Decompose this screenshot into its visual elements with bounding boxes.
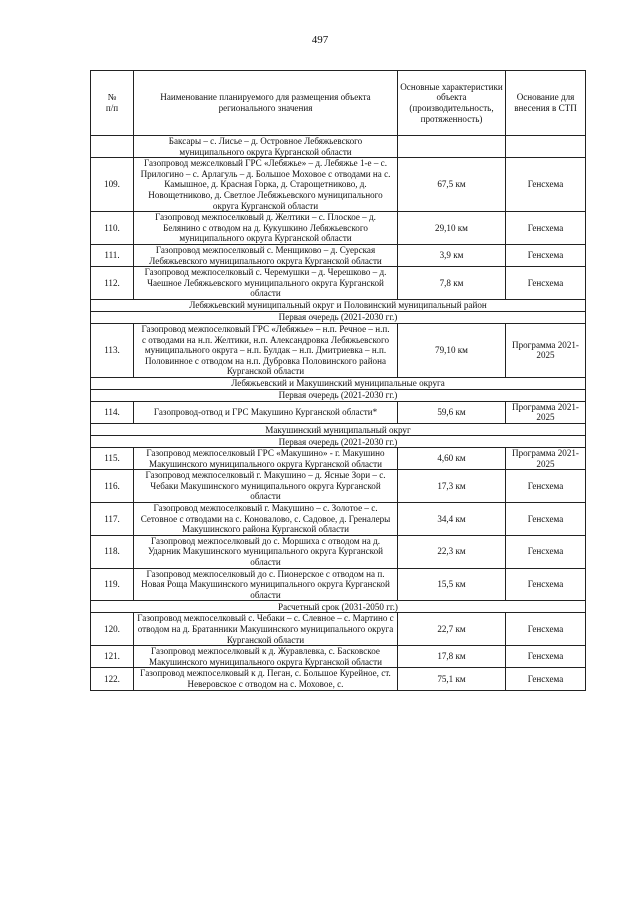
header-basis: Основание для внесения в СТП <box>506 71 586 136</box>
row-number: 116. <box>91 470 134 503</box>
table-row <box>91 568 586 601</box>
object-basis: Программа 2021-2025 <box>506 323 586 377</box>
object-characteristic: 7,8 км <box>398 267 506 300</box>
table-row <box>91 613 586 646</box>
object-name: Газопровод межпоселковый с. Менщиково – д. Суерская Лебяжьевского муниципального округа Курганской области <box>134 244 398 266</box>
row-number: 122. <box>91 668 134 690</box>
object-basis: Генсхема <box>506 503 586 536</box>
object-characteristic: 67,5 км <box>398 158 506 212</box>
row-number: 109. <box>91 158 134 212</box>
table-section-row <box>91 601 586 613</box>
object-characteristic: 3,9 км <box>398 244 506 266</box>
object-characteristic: 34,4 км <box>398 503 506 536</box>
object-basis: Генсхема <box>506 244 586 266</box>
table-section-row <box>91 424 586 436</box>
table-section-row <box>91 377 586 389</box>
object-basis: Программа 2021-2025 <box>506 401 586 423</box>
page-number: 497 <box>311 34 329 46</box>
table-row <box>91 668 586 690</box>
table-row <box>91 323 586 377</box>
object-name: Газопровод межпоселковый д. Желтики – с. Плоское – д. Белянино с отводом на д. Кукушкино Лебяжьевского муниципального округа Курганской области <box>134 212 398 245</box>
object-basis: Генсхема <box>506 668 586 690</box>
table-header-row <box>91 71 586 136</box>
object-name: Газопровод межпоселковый к д. Пеган, с. Большое Курейное, ст. Неверовское с отводом на с. Моховое, с. <box>134 668 398 690</box>
object-basis: Генсхема <box>506 613 586 646</box>
section-title: Макушинский муниципальный округ <box>91 424 586 436</box>
table-row <box>91 136 586 158</box>
row-number: 117. <box>91 503 134 536</box>
table-row <box>91 212 586 245</box>
object-basis <box>506 136 586 158</box>
object-name: Газопровод межселковый ГРС «Лебяжье» – д. Лебяжье 1-е – с. Прилогино – с. Арлагуль – д. Большое Моховое с отводами на с. Камышное, д. Красная Горка, д. Старощетниково, д. Новощетниково, д. Светлое Лебяжьевского муниципального округа Курганской области <box>134 158 398 212</box>
object-characteristic: 75,1 км <box>398 668 506 690</box>
row-number: 113. <box>91 323 134 377</box>
object-basis: Программа 2021-2025 <box>506 448 586 470</box>
object-name: Газопровод межпоселковый с. Чебаки – с. Слевное – с. Мартино с отводом на д. Братанники Макушинского муниципального округа Курганской области <box>134 613 398 646</box>
object-name: Газопровод межпоселковый ГРС «Макушино» - г. Макушино Макушинского муниципального округа Курганской области <box>134 448 398 470</box>
table-row <box>91 503 586 536</box>
row-number: 110. <box>91 212 134 245</box>
table-row <box>91 646 586 668</box>
object-basis: Генсхема <box>506 568 586 601</box>
section-title: Лебяжьевский и Макушинский муниципальные округа <box>91 377 586 389</box>
object-basis: Генсхема <box>506 470 586 503</box>
object-characteristic: 29,10 км <box>398 212 506 245</box>
row-number: 119. <box>91 568 134 601</box>
object-basis: Генсхема <box>506 267 586 300</box>
objects-table <box>90 70 586 691</box>
table-section-row <box>91 389 586 401</box>
header-name: Наименование планируемого для размещения объекта регионального значения <box>134 71 398 136</box>
section-title: Расчетный срок (2031-2050 гг.) <box>91 601 586 613</box>
object-name: Газопровод-отвод и ГРС Макушино Курганской области* <box>134 401 398 423</box>
object-name: Газопровод межпоселковый г. Макушино – д. Ясные Зори – с. Чебаки Макушинского муниципального округа Курганской области <box>134 470 398 503</box>
object-characteristic: 4,60 км <box>398 448 506 470</box>
object-characteristic: 22,7 км <box>398 613 506 646</box>
section-title: Первая очередь (2021-2030 гг.) <box>91 389 586 401</box>
table-row <box>91 535 586 568</box>
object-characteristic: 22,3 км <box>398 535 506 568</box>
object-name: Газопровод межпоселковый к д. Журавлевка, с. Басковское Макушинского муниципального округа Курганской области <box>134 646 398 668</box>
row-number: 115. <box>91 448 134 470</box>
row-number: 111. <box>91 244 134 266</box>
object-characteristic: 17,3 км <box>398 470 506 503</box>
object-characteristic: 79,10 км <box>398 323 506 377</box>
object-name: Баксары – с. Лисье – д. Островное Лебяжьевского муниципального округа Курганской области <box>134 136 398 158</box>
row-number: 114. <box>91 401 134 423</box>
row-number <box>91 136 134 158</box>
object-name: Газопровод межпоселковый до с. Моршиха с отводом на д. Ударник Макушинского муниципального округа Курганской области <box>134 535 398 568</box>
object-name: Газопровод межпоселковый г. Макушино – с. Золотое – с. Сетовное с отводами на с. Коновалово, с. Садовое, д. Греналеры Макушинского района Курганской области <box>134 503 398 536</box>
object-characteristic <box>398 136 506 158</box>
table-section-row <box>91 436 586 448</box>
table-row <box>91 470 586 503</box>
object-basis: Генсхема <box>506 535 586 568</box>
table-row <box>91 158 586 212</box>
row-number: 120. <box>91 613 134 646</box>
object-characteristic: 17,8 км <box>398 646 506 668</box>
object-basis: Генсхема <box>506 158 586 212</box>
table-row <box>91 244 586 266</box>
table-section-row <box>91 311 586 323</box>
row-number: 121. <box>91 646 134 668</box>
object-name: Газопровод межпоселковый ГРС «Лебяжье» – н.п. Речное – н.п. с отводами на н.п. Желтики, н.п. Александровка Лебяжьевского муниципального округа – н.п. Булдак – н.п. Дмитриевка – н.п. Половинное с отводом на н.п. Дубровка Половинского района Курганской области <box>134 323 398 377</box>
table-section-row <box>91 299 586 311</box>
row-number: 112. <box>91 267 134 300</box>
object-characteristic: 59,6 км <box>398 401 506 423</box>
section-title: Лебяжьевский муниципальный округ и Половинский муниципальный район <box>91 299 586 311</box>
section-title: Первая очередь (2021-2030 гг.) <box>91 311 586 323</box>
table-row <box>91 401 586 423</box>
table-row <box>91 448 586 470</box>
row-number: 118. <box>91 535 134 568</box>
table-row <box>91 267 586 300</box>
header-num: № п/п <box>91 71 134 136</box>
object-name: Газопровод межпоселковый с. Черемушки – д. Черешково – д. Чаешное Лебяжьевского муниципального округа Курганской области <box>134 267 398 300</box>
section-title: Первая очередь (2021-2030 гг.) <box>91 436 586 448</box>
object-characteristic: 15,5 км <box>398 568 506 601</box>
header-characteristics: Основные характеристики объекта (производительность, протяженность) <box>398 71 506 136</box>
object-basis: Генсхема <box>506 212 586 245</box>
object-basis: Генсхема <box>506 646 586 668</box>
object-name: Газопровод межпоселковый до с. Пионерское с отводом на п. Новая Роща Макушинского муниципального округа Курганской области <box>134 568 398 601</box>
